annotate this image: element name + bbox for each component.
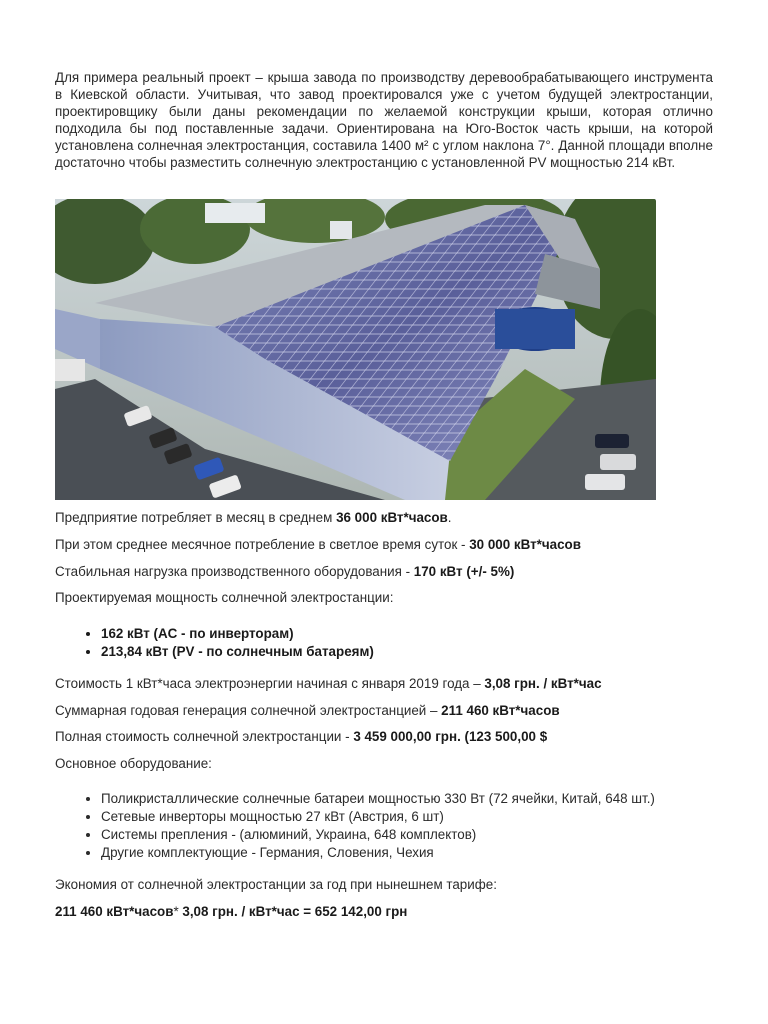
savings-formula — [55, 904, 407, 919]
total-cost-line — [55, 729, 547, 744]
intro-paragraph: Для примера реальный проект – крыша завода по производству деревообрабатывающего инструмента в Киевской области. Учитывая, что завод проектировался уже с учетом будущей электростанции, проектировщику были даны рекомендации по желаемой конструкции крыши, которая отлично подходила бы под поставленные задачи. Ориентирована на Юго-Восток часть крыши, на которой установлена солнечная электростанция, составила 1400 м² с углом наклона 7°. Данной площади вполне достаточно чтобы разместить солнечную электростанцию с установленной PV мощностью 214 кВт. — [55, 70, 713, 170]
formula-tariff: 3,08 грн. / кВт*час — [182, 904, 300, 919]
savings-line — [55, 877, 497, 892]
equipment-list-item: • Поликристаллические солнечные батареи мощностью 330 Вт (72 ячейки, Китай, 648 шт.) — [101, 790, 655, 808]
savings-label: Экономия от солнечной электростанции за год при нынешнем тарифе: — [55, 877, 497, 892]
formula-generation: 211 460 кВт*часов — [55, 904, 174, 919]
power-list-item: • 162 кВт (AC - по инверторам) — [101, 625, 374, 643]
annual-generation-value: 211 460 кВт*часов — [441, 703, 560, 718]
solar-roof-illustration — [55, 199, 656, 500]
formula-multiply: * — [173, 904, 183, 919]
equipment-label: Основное оборудование: — [55, 756, 212, 771]
consumption-line — [55, 510, 452, 525]
total-cost-value: 3 459 000,00 грн. — [353, 729, 461, 744]
daytime-consumption-line — [55, 537, 581, 552]
equipment-list-item: • Другие комплектующие - Германия, Словения, Чехия — [101, 844, 655, 862]
formula-result: = 652 142,00 грн — [299, 904, 408, 919]
power-list-item: • 213,84 кВт (PV - по солнечным батареям) — [101, 643, 374, 661]
factory-roof-solar-photo — [55, 199, 656, 500]
annual-generation-line — [55, 703, 560, 718]
equipment-heading — [55, 756, 212, 771]
designed-power-heading — [55, 590, 393, 605]
consumption-tail: . — [447, 510, 452, 525]
daytime-value: 30 000 кВт*часов — [469, 537, 581, 552]
designed-power-label: Проектируемая мощность солнечной электростанции: — [55, 590, 394, 605]
load-line — [55, 564, 514, 579]
load-value: 170 кВт (+/- 5%) — [413, 564, 515, 579]
equipment-list — [55, 790, 655, 862]
load-label: Стабильная нагрузка производственного оборудования - — [55, 564, 414, 579]
consumption-label: Предприятие потребляет в месяц в среднем — [55, 510, 337, 525]
power-list — [55, 625, 374, 661]
equipment-list-item: • Сетевые инверторы мощностью 27 кВт (Австрия, 6 шт) — [101, 808, 655, 826]
annual-generation-label: Суммарная годовая генерация солнечной электростанцией – — [55, 703, 442, 718]
cost-kwh-line — [55, 676, 602, 691]
consumption-value: 36 000 кВт*часов — [336, 510, 448, 525]
cost-kwh-label: Стоимость 1 кВт*часа электроэнергии начиная с января 2019 года – — [55, 676, 485, 691]
equipment-list-item: • Системы препления - (алюминий, Украина, 648 комплектов) — [101, 826, 655, 844]
cost-kwh-value: 3,08 грн. / кВт*час — [484, 676, 602, 691]
total-cost-label: Полная стоимость солнечной электростанции - — [55, 729, 354, 744]
total-cost-tail: (123 500,00 $ — [460, 729, 548, 744]
daytime-label: При этом среднее месячное потребление в светлое время суток - — [55, 537, 470, 552]
